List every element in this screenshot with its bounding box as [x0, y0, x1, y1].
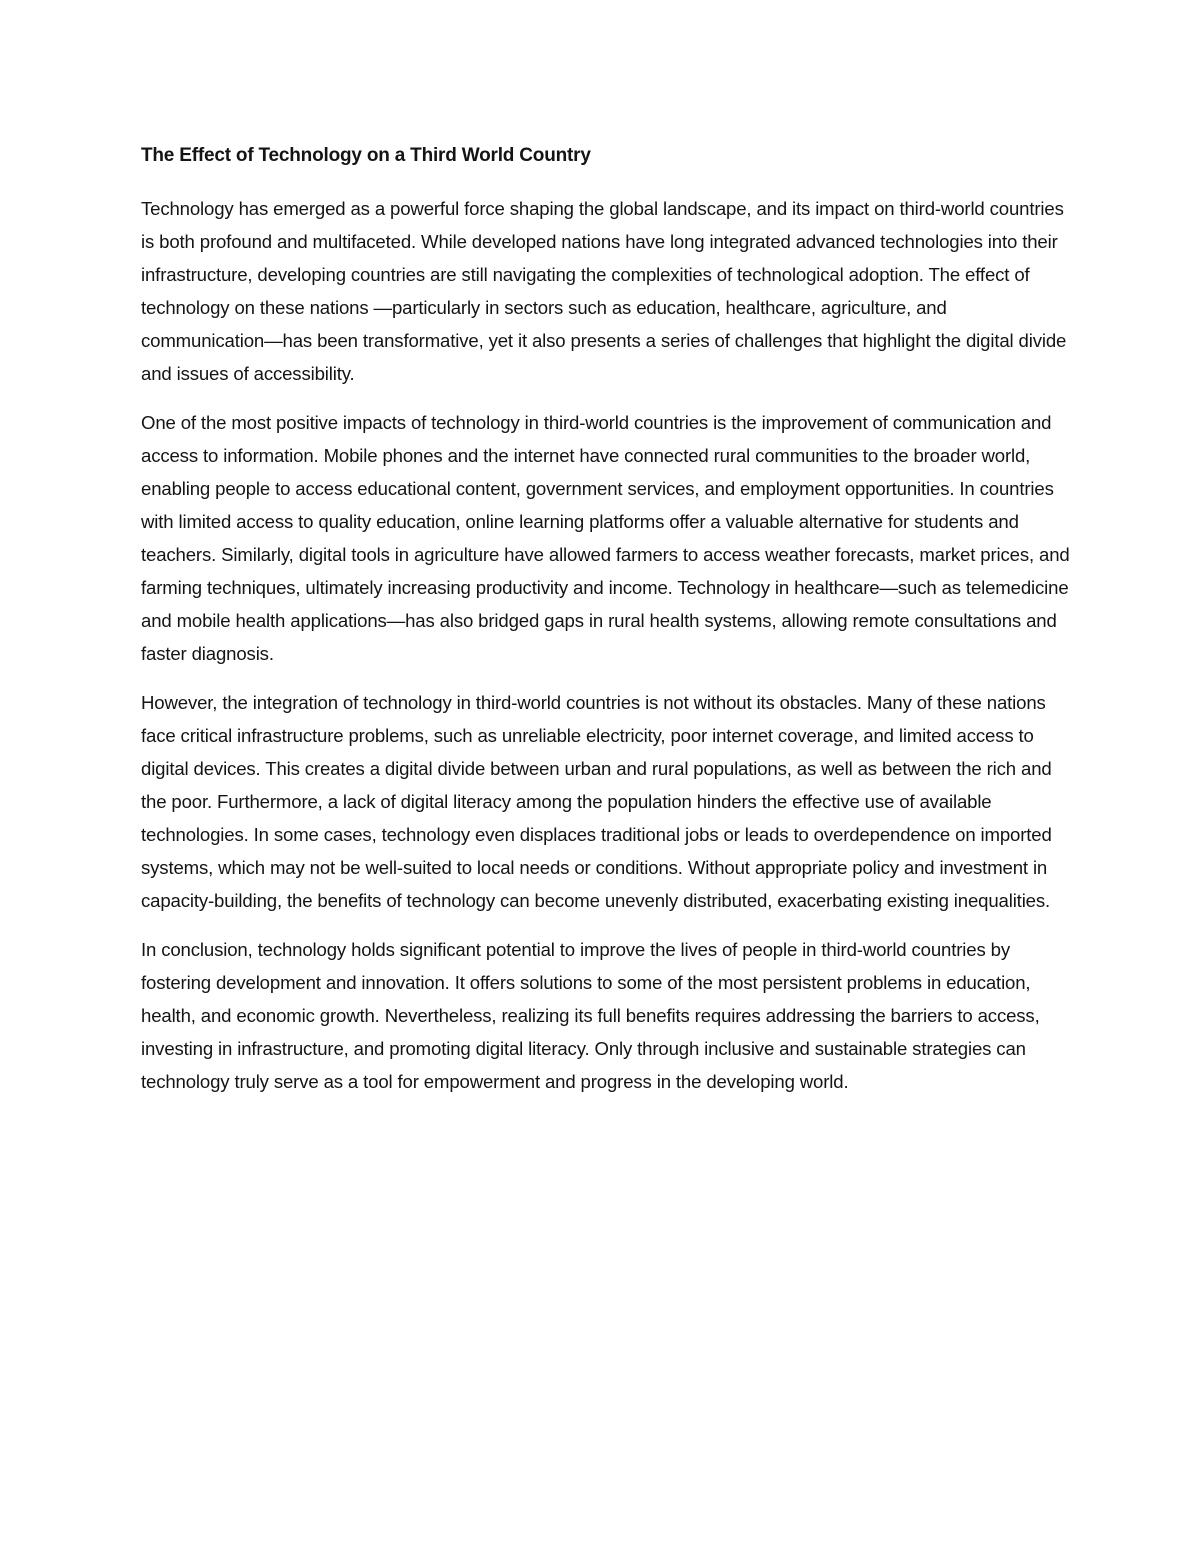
paragraph-conclusion: In conclusion, technology holds significant potential to improve the lives of people in third-world countries by fostering development and innovation. It offers solutions to some of the most persistent problems in education, health, and economic growth. Nevertheless, realizing its full benefits requires addressing the barriers to access, investing in infrastructure, and promoting digital literacy. Only through inclusive and sustainable strategies can technology truly serve as a tool for empowerment and progress in the developing world. [141, 939, 1040, 1092]
document-body [141, 140, 1071, 1114]
document-title: The Effect of Technology on a Third World Country [141, 145, 591, 166]
paragraph-positive-impacts: One of the most positive impacts of technology in third-world countries is the improvement of communication and access to information. Mobile phones and the internet have connected rural communities to the broader world, enabling people to access educational content, government services, and employment opportunities. In countries with limited access to quality education, online learning platforms offer a valuable alternative for students and teachers. Similarly, digital tools in agriculture have allowed farmers to access weather forecasts, market prices, and farming techniques, ultimately increasing productivity and income. Technology in healthcare—such as telemedicine and mobile health applications—has also bridged gaps in rural health systems, allowing remote consultations and faster diagnosis. [141, 412, 1070, 664]
paragraph-introduction: Technology has emerged as a powerful force shaping the global landscape, and its impact on third-world countries is both profound and multifaceted. While developed nations have long integrated advanced technologies into their infrastructure, developing countries are still navigating the complexities of technological adoption. The effect of technology on these nations —particularly in sectors such as education, healthcare, agriculture, and communication—has been transformative, yet it also presents a series of challenges that highlight the digital divide and issues of accessibility. [141, 198, 1067, 384]
paragraph-obstacles: However, the integration of technology in third-world countries is not without its obstacles. Many of these nations face critical infrastructure problems, such as unreliable electricity, poor internet coverage, and limited access to digital devices. This creates a digital divide between urban and rural populations, as well as between the rich and the poor. Furthermore, a lack of digital literacy among the population hinders the effective use of available technologies. In some cases, technology even displaces traditional jobs or leads to overdependence on imported systems, which may not be well-suited to local needs or conditions. Without appropriate policy and investment in capacity-building, the benefits of technology can become unevenly distributed, exacerbating existing inequalities. [141, 692, 1052, 911]
